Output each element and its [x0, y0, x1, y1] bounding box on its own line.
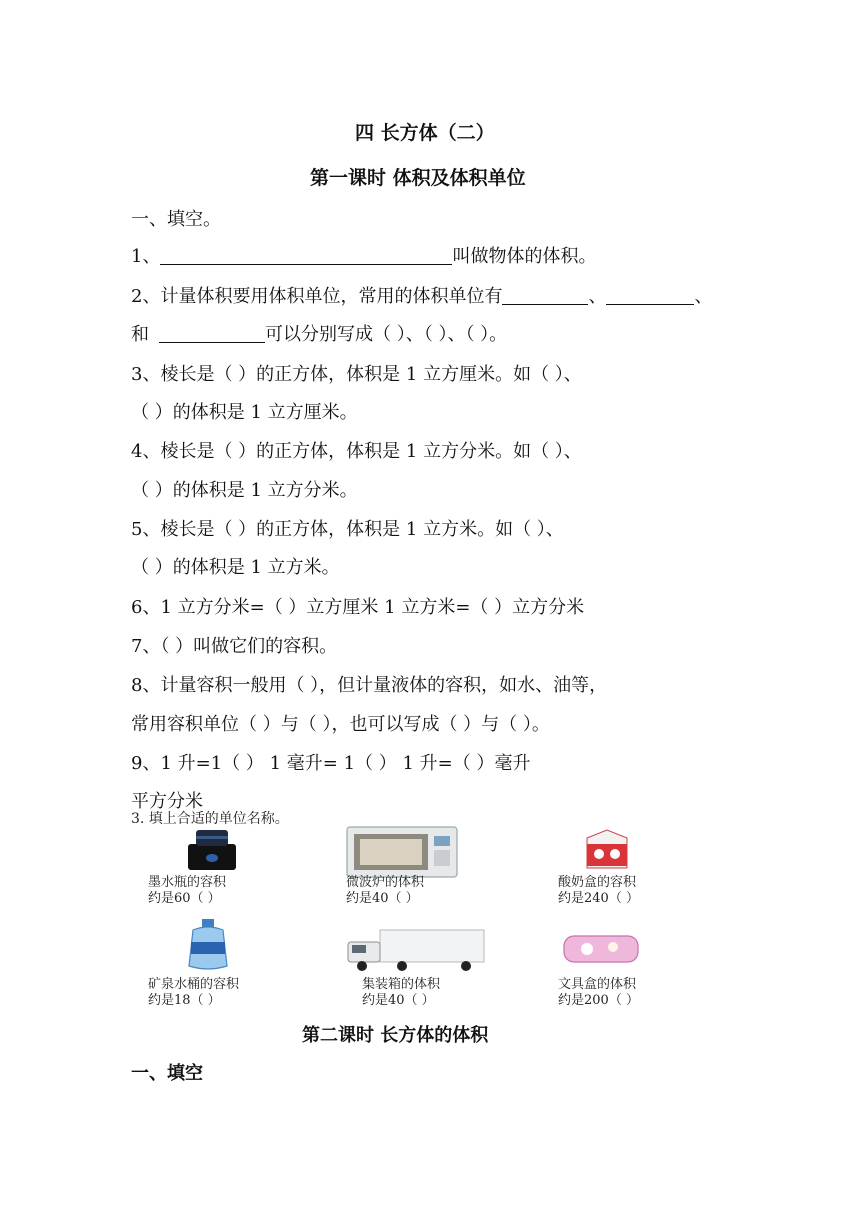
item-3-line1: 酸奶盒的容积 [558, 875, 637, 890]
question-2-line2 [131, 320, 507, 346]
q2-rest: 可以分别写成（ ）、（ ）、（ ）。 [265, 324, 508, 345]
question-6: 6、1 立方分米=（ ）立方厘米 1 立方米=（ ）立方分米 [131, 597, 585, 618]
question-2-line1 [131, 282, 712, 308]
q2-blank-1[interactable] [502, 284, 588, 305]
item-4-line2: 约是18（ ） [148, 993, 221, 1008]
item-4-caption [148, 977, 239, 1009]
question-1 [131, 242, 596, 268]
page-title: 四 长方体（二） [355, 122, 495, 144]
q2-prefix: 2、计量体积要用体积单位，常用的体积单位有 [131, 286, 503, 307]
q2-sep2: 、 [694, 286, 713, 307]
question-7: 7、（ ）叫做它们的容积。 [131, 636, 338, 657]
question-3-line2: （ ）的体积是 1 立方厘米。 [131, 402, 358, 423]
q1-prefix: 1、 [131, 246, 161, 267]
truck-icon [346, 928, 486, 972]
item-1-line2: 约是60（ ） [148, 891, 221, 906]
ink-bottle-icon [180, 828, 244, 870]
question-4-line1: 4、棱长是（ ）的正方体，体积是 1 立方分米。如（ ）、 [131, 441, 582, 462]
question-5-line2: （ ）的体积是 1 立方米。 [131, 557, 340, 578]
item-5-line1: 集装箱的体积 [362, 977, 441, 992]
fill-units-title: 3. 填上合适的单位名称。 [131, 811, 289, 827]
pencil-box-icon [563, 934, 639, 964]
item-2-caption [346, 875, 424, 907]
item-6-line2: 约是200（ ） [558, 993, 639, 1008]
microwave-icon [346, 826, 458, 878]
item-2-line2: 约是40（ ） [346, 891, 419, 906]
q2-blank-3[interactable] [159, 322, 265, 343]
item-5-caption [362, 977, 440, 1009]
lesson1-title: 第一课时 体积及体积单位 [310, 167, 526, 189]
water-bucket-icon [183, 918, 233, 972]
question-4-line2: （ ）的体积是 1 立方分米。 [131, 480, 358, 501]
item-2-line1: 微波炉的体积 [346, 875, 425, 890]
section2-heading: 一、填空 [131, 1063, 203, 1084]
item-5-line2: 约是40（ ） [362, 993, 435, 1008]
item-1-caption [148, 875, 226, 907]
question-9-extra: 平方分米 [131, 791, 203, 812]
item-6-caption [558, 977, 639, 1009]
item-1-line1: 墨水瓶的容积 [148, 875, 227, 890]
lesson2-title: 第二课时 长方体的体积 [302, 1025, 489, 1046]
question-3-line1: 3、棱长是（ ）的正方体，体积是 1 立方厘米。如（ ）、 [131, 364, 582, 385]
q1-suffix: 叫做物体的体积。 [452, 246, 597, 267]
question-9: 9、1 升=1（ ） 1 毫升= 1（ ） 1 升=（ ）毫升 [131, 753, 531, 774]
item-4-line1: 矿泉水桶的容积 [148, 977, 240, 992]
item-6-line1: 文具盒的体积 [558, 977, 637, 992]
question-5-line1: 5、棱长是（ ）的正方体，体积是 1 立方米。如（ ）、 [131, 519, 564, 540]
question-8-line1: 8、计量容积一般用（ ），但计量液体的容积，如水、油等， [131, 675, 608, 696]
question-8-line2: 常用容积单位（ ）与（ ），也可以写成（ ）与（ ）。 [131, 714, 550, 735]
item-3-caption [558, 875, 639, 907]
section1-heading: 一、填空。 [131, 209, 221, 230]
item-3-line2: 约是240（ ） [558, 891, 639, 906]
milk-carton-icon [583, 828, 631, 870]
q2-blank-2[interactable] [606, 284, 694, 305]
q2-sep1: 、 [588, 286, 607, 307]
q2-and: 和 [131, 324, 149, 345]
q1-blank[interactable] [160, 244, 452, 265]
